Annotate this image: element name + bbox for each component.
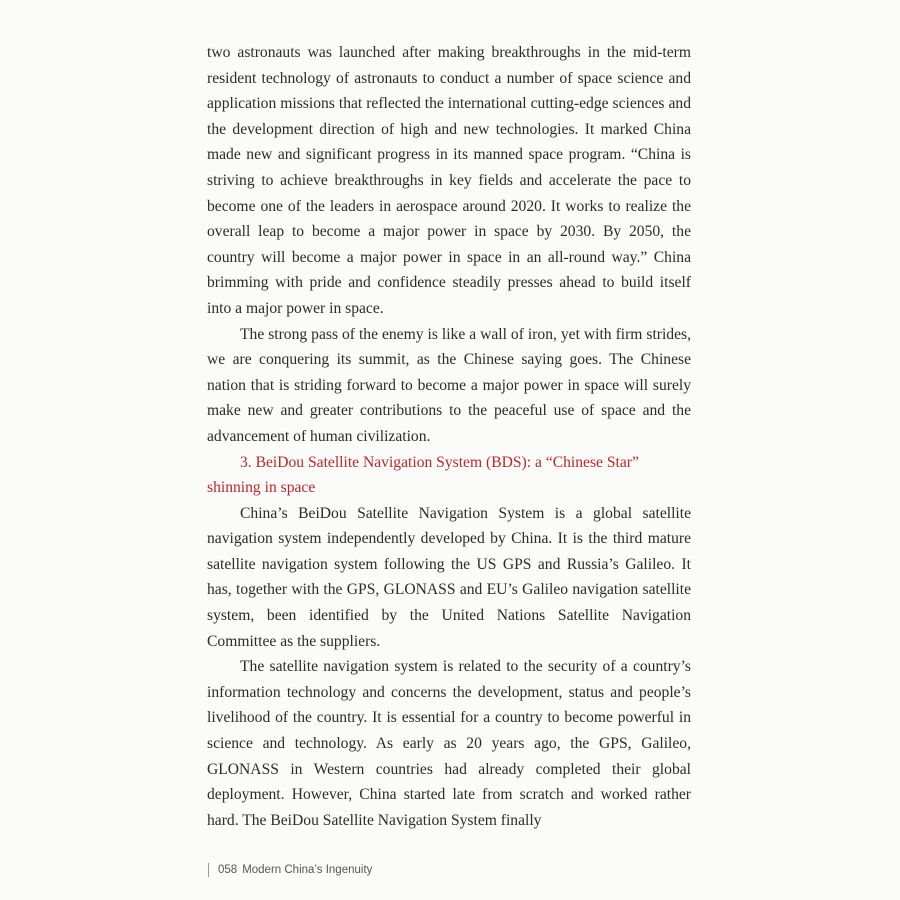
body-text xyxy=(207,40,691,833)
paragraph-continued: two astronauts was launched after making breakthroughs in the mid-term resident technology of astronauts to conduct a number of space science and application missions that reflected the international cutting-edge sciences and the development direction of high and new technologies. It marked China made new and significant progress in its manned space program. “China is striving to achieve breakthroughs in key fields and accelerate the pace to become one of the leaders in aerospace around 2020. It works to realize the overall leap to become a major power in space by 2030. By 2050, the country will become a major power in space in an all-round way.” China brimming with pride and confidence steadily presses ahead to build itself into a major power in space. xyxy=(207,44,691,317)
book-title: Modern China’s Ingenuity xyxy=(242,864,373,876)
section-heading-beidou: 3. BeiDou Satellite Navigation System (BDS): a “Chinese Star” shinning in space xyxy=(207,453,639,497)
paragraph-beidou-intro: China’s BeiDou Satellite Navigation System is a global satellite navigation system independently developed by China. It is the third mature satellite navigation system following the US GPS and Russia’s Galileo. It has, together with the GPS, GLONASS and EU’s Galileo navigation satellite system, been identified by the United Nations Satellite Navigation Committee as the suppliers. xyxy=(207,504,691,650)
page-number: 058 xyxy=(218,864,238,876)
page-footer xyxy=(208,862,372,878)
paragraph-wall-of-iron: The strong pass of the enemy is like a wall of iron, yet with firm strides, we are conquering its summit, as the Chinese saying goes. The Chinese nation that is striding forward to become a major power in space will surely make new and greater contributions to the peaceful use of space and the advancement of human civilization. xyxy=(207,325,691,445)
footer-divider xyxy=(208,863,209,877)
paragraph-navigation-security: The satellite navigation system is related to the security of a country’s information technology and concerns the development, status and people’s livelihood of the country. It is essential for a country to become powerful in science and technology. As early as 20 years ago, the GPS, Galileo, GLONASS in Western countries had already completed their global deployment. However, China started late from scratch and worked rather hard. The BeiDou Satellite Navigation System finally xyxy=(207,658,691,829)
